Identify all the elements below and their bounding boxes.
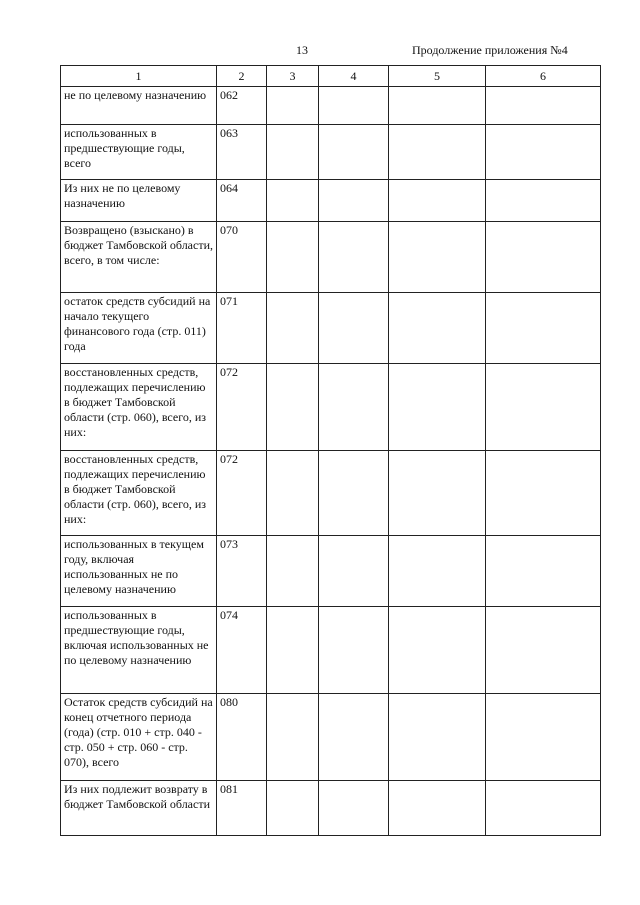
empty-cell xyxy=(319,180,389,222)
row-code: 072 xyxy=(217,364,267,451)
table-row xyxy=(61,536,601,607)
empty-cell xyxy=(486,694,601,781)
row-code: 062 xyxy=(217,87,267,125)
appendix-continuation-title: Продолжение приложения №4 xyxy=(412,43,568,57)
table-row xyxy=(61,781,601,836)
row-label: Из них не по целевому назначению xyxy=(61,180,217,222)
row-code: 063 xyxy=(217,125,267,180)
column-number-row xyxy=(61,66,601,87)
empty-cell xyxy=(267,222,319,293)
empty-cell xyxy=(319,222,389,293)
row-label: не по целевому назначению xyxy=(61,87,217,125)
empty-cell xyxy=(389,694,486,781)
empty-cell xyxy=(319,781,389,836)
empty-cell xyxy=(319,364,389,451)
row-label: Возвращено (взыскано) в бюджет Тамбовской области, всего, в том числе: xyxy=(61,222,217,293)
empty-cell xyxy=(319,451,389,536)
row-code: 072 xyxy=(217,451,267,536)
empty-cell xyxy=(267,781,319,836)
table-row xyxy=(61,364,601,451)
empty-cell xyxy=(486,222,601,293)
empty-cell xyxy=(486,87,601,125)
row-label: Из них подлежит возврату в бюджет Тамбовской области xyxy=(61,781,217,836)
row-code: 080 xyxy=(217,694,267,781)
row-code: 074 xyxy=(217,607,267,694)
column-header: 1 xyxy=(61,66,217,87)
empty-cell xyxy=(486,607,601,694)
row-code: 064 xyxy=(217,180,267,222)
empty-cell xyxy=(319,607,389,694)
empty-cell xyxy=(389,364,486,451)
empty-cell xyxy=(486,451,601,536)
empty-cell xyxy=(486,364,601,451)
empty-cell xyxy=(319,694,389,781)
empty-cell xyxy=(267,607,319,694)
empty-cell xyxy=(267,87,319,125)
page-number: 13 xyxy=(296,43,308,57)
empty-cell xyxy=(389,293,486,364)
column-header: 3 xyxy=(267,66,319,87)
table-row xyxy=(61,222,601,293)
column-header: 6 xyxy=(486,66,601,87)
empty-cell xyxy=(389,87,486,125)
empty-cell xyxy=(486,180,601,222)
column-header: 4 xyxy=(319,66,389,87)
row-code: 081 xyxy=(217,781,267,836)
row-code: 073 xyxy=(217,536,267,607)
column-header: 5 xyxy=(389,66,486,87)
empty-cell xyxy=(267,293,319,364)
empty-cell xyxy=(319,536,389,607)
row-label: использованных в текущем году, включая использованных не по целевому назначению xyxy=(61,536,217,607)
row-label: использованных в предшествующие годы, включая использованных не по целевому назначению xyxy=(61,607,217,694)
table-row xyxy=(61,694,601,781)
empty-cell xyxy=(389,607,486,694)
table-row xyxy=(61,451,601,536)
empty-cell xyxy=(319,125,389,180)
empty-cell xyxy=(389,125,486,180)
empty-cell xyxy=(389,180,486,222)
empty-cell xyxy=(267,364,319,451)
empty-cell xyxy=(319,293,389,364)
row-code: 070 xyxy=(217,222,267,293)
row-code: 071 xyxy=(217,293,267,364)
row-label: восстановленных средств, подлежащих перечислению в бюджет Тамбовской области (стр. 060), всего, из них: xyxy=(61,364,217,451)
empty-cell xyxy=(389,451,486,536)
empty-cell xyxy=(389,536,486,607)
column-header: 2 xyxy=(217,66,267,87)
row-label: Остаток средств субсидий на конец отчетного периода (года) (стр. 010 + стр. 040 - стр. 050 + стр. 060 - стр. 070), всего xyxy=(61,694,217,781)
table-row xyxy=(61,607,601,694)
empty-cell xyxy=(267,125,319,180)
row-label: восстановленных средств, подлежащих перечислению в бюджет Тамбовской области (стр. 060), всего, из них: xyxy=(61,451,217,536)
empty-cell xyxy=(267,536,319,607)
table-row xyxy=(61,87,601,125)
empty-cell xyxy=(389,781,486,836)
empty-cell xyxy=(486,125,601,180)
empty-cell xyxy=(267,451,319,536)
table-row xyxy=(61,125,601,180)
empty-cell xyxy=(486,293,601,364)
table-row xyxy=(61,180,601,222)
table-row xyxy=(61,293,601,364)
report-table xyxy=(60,65,601,836)
empty-cell xyxy=(486,781,601,836)
empty-cell xyxy=(319,87,389,125)
row-label: остаток средств субсидий на начало текущего финансового года (стр. 011) года xyxy=(61,293,217,364)
empty-cell xyxy=(389,222,486,293)
empty-cell xyxy=(486,536,601,607)
row-label: использованных в предшествующие годы, всего xyxy=(61,125,217,180)
empty-cell xyxy=(267,694,319,781)
empty-cell xyxy=(267,180,319,222)
